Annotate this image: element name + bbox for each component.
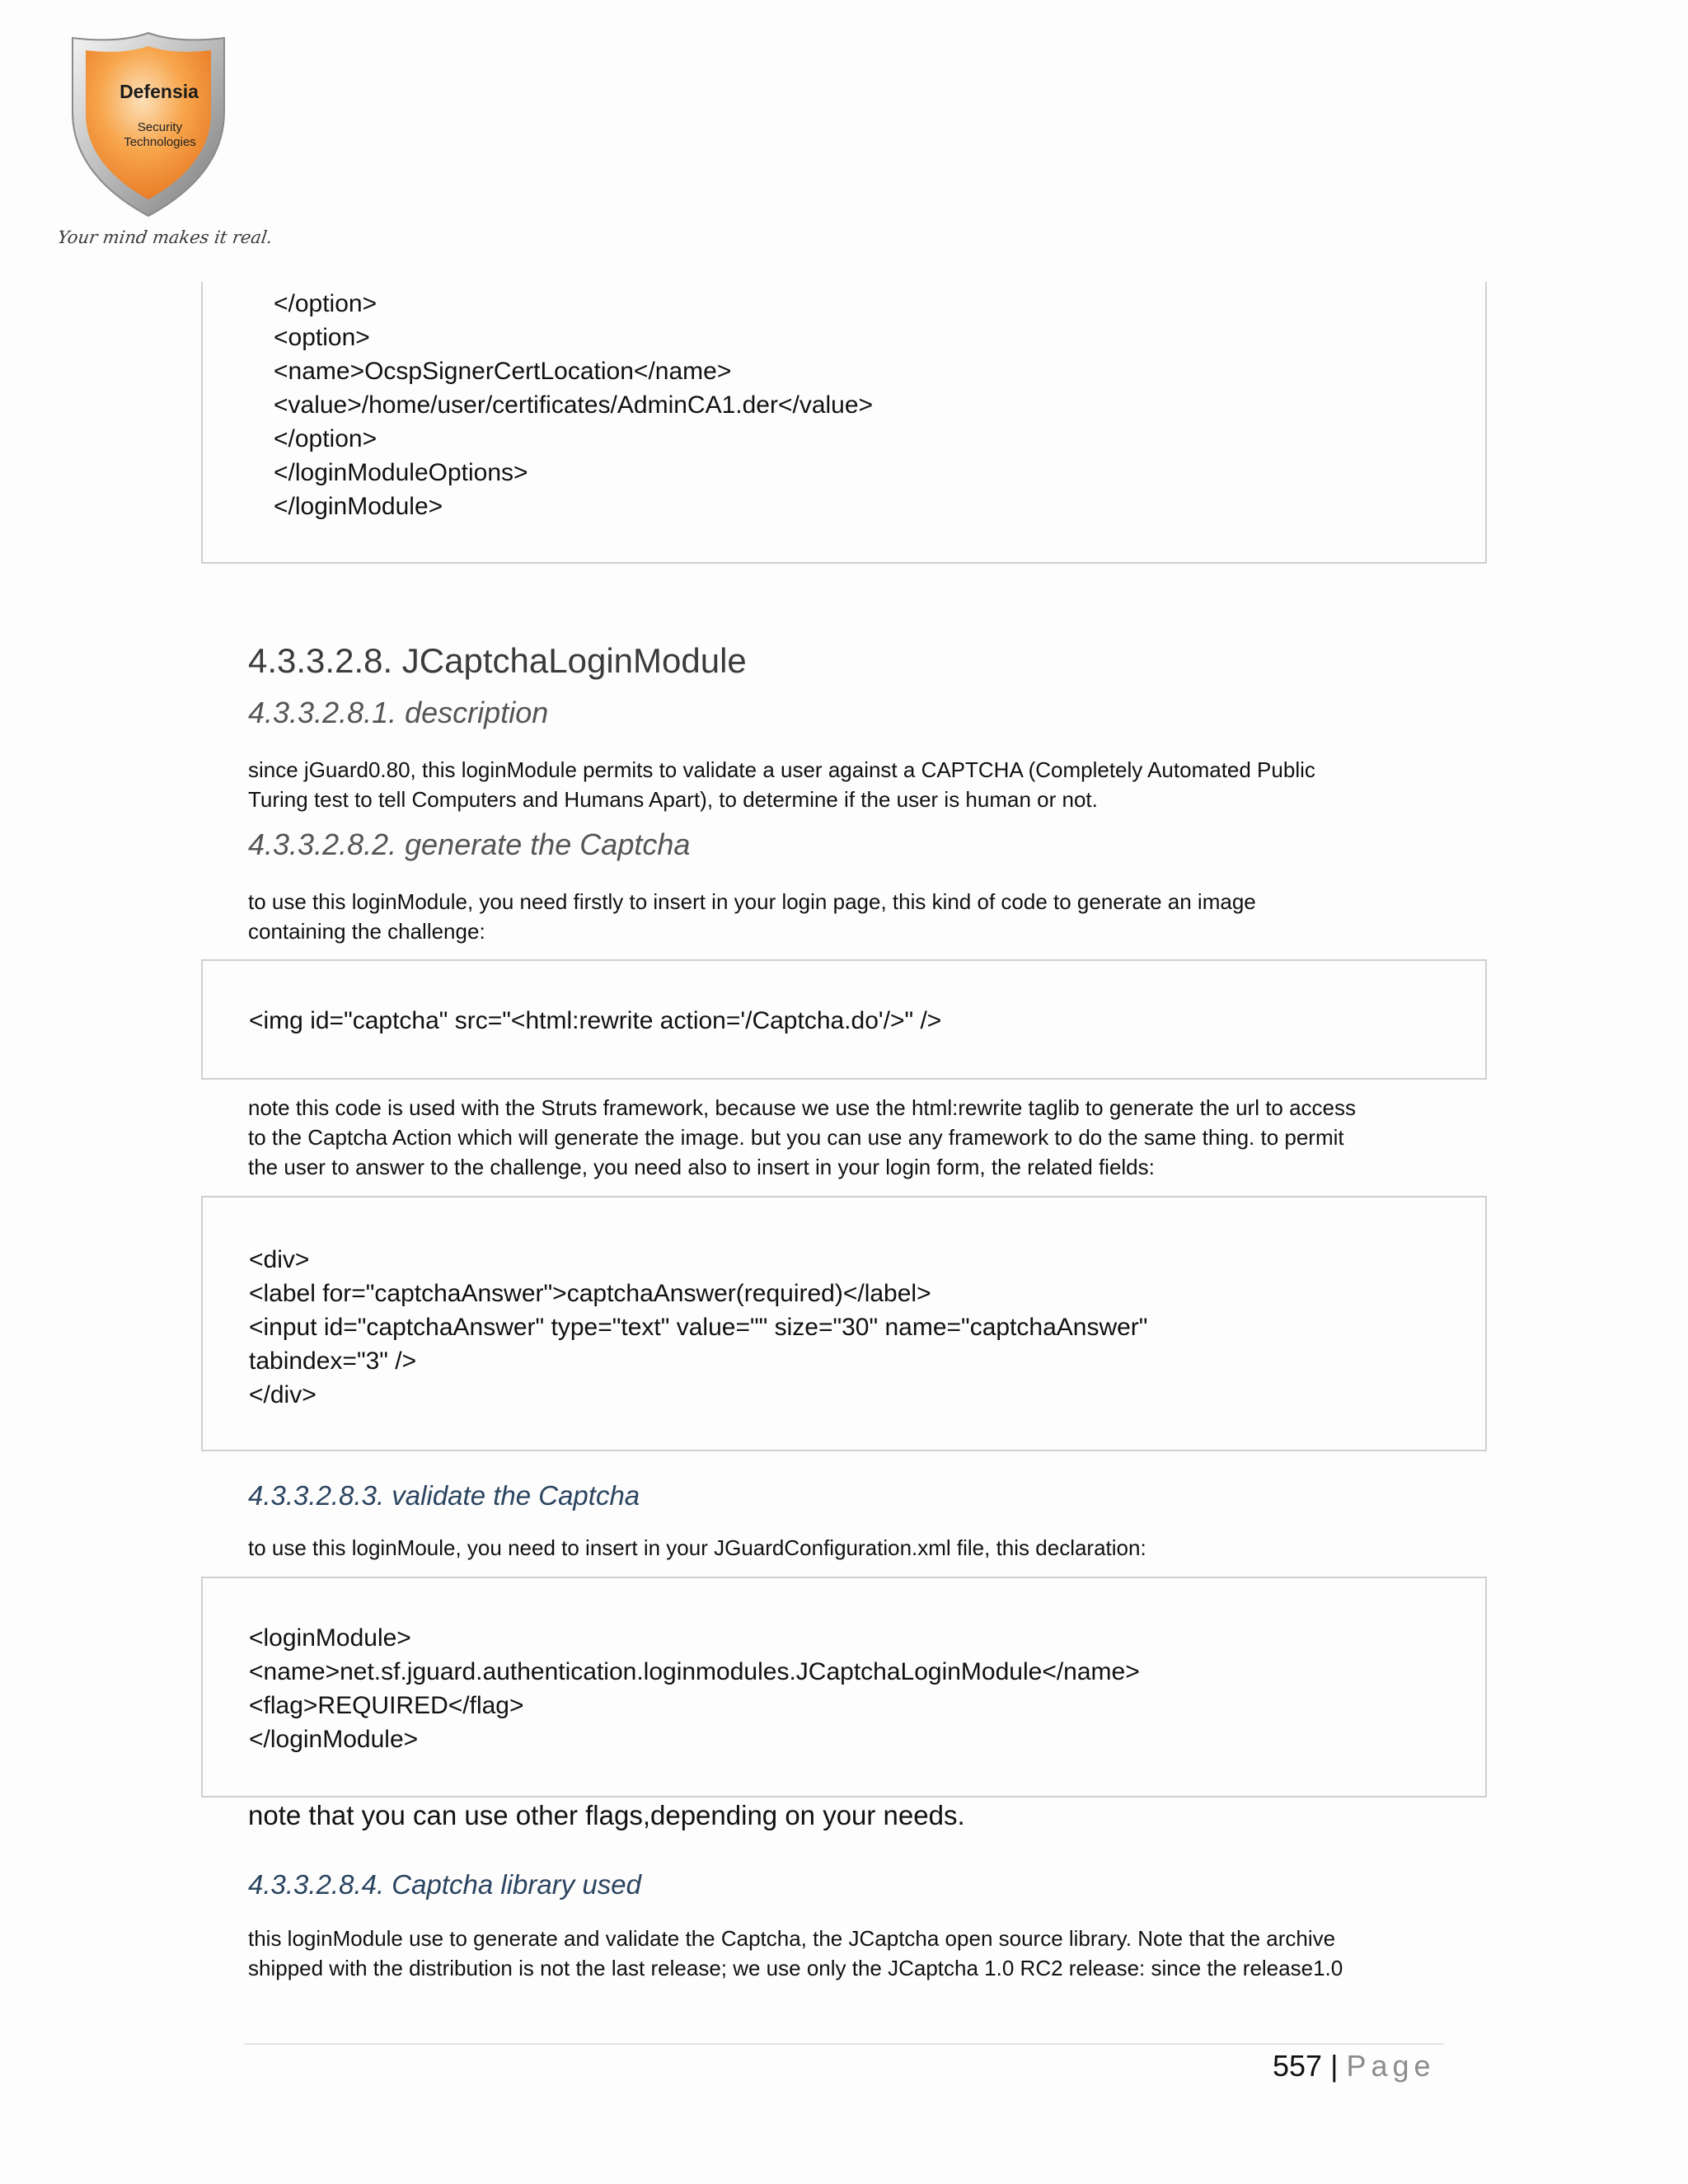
paragraph-line: Turing test to tell Computers and Humans Apart), to determine if the user is human or not. [248,787,1098,812]
logo-brand-name: Defensia [120,81,199,102]
code-line: <option> [274,324,370,351]
logo-subtitle [104,120,216,150]
code-line: <name>net.sf.jguard.authentication.loginmodules.JCaptchaLoginModule</name> [249,1658,1140,1685]
logo-slogan: Your mind makes it real. [56,227,274,247]
code-line: </loginModuleOptions> [274,459,528,486]
code-lines [249,1004,941,1038]
section-heading: 4.3.3.2.8. JCaptchaLoginModule [248,641,747,680]
code-line: <value>/home/user/certificates/AdminCA1.der</value> [274,391,874,419]
code-block-login-module-options [201,282,1487,564]
logo-subtitle-line2: Technologies [124,135,196,149]
code-line: </loginModule> [274,493,443,520]
paragraph-line: to use this loginModule, you need firstly to insert in your login page, this kind of code to generate an image [248,889,1256,914]
footer-divider [244,2043,1444,2045]
paragraph-line: containing the challenge: [248,919,485,944]
code-line: <img id="captcha" src="<html:rewrite action='/Captcha.do'/>" /> [249,1007,942,1034]
paragraph-line: note this code is used with the Struts framework, because we use the html:rewrite taglib to generate the url to access [248,1095,1357,1120]
description-paragraph [248,755,1460,814]
code-lines [274,287,873,523]
page-separator: | [1330,2049,1339,2083]
page-number: 557 [1273,2049,1323,2083]
code-line: <name>OcspSignerCertLocation</name> [274,358,732,385]
code-line: </option> [274,425,377,452]
code-lines [249,1243,1147,1412]
code-line: <label for="captchaAnswer">captchaAnswer(required)</label> [249,1280,931,1307]
code-line: <input id="captchaAnswer" type="text" value="" size="30" name="captchaAnswer" [249,1314,1148,1341]
captcha-library-heading: 4.3.3.2.8.4. Captcha library used [248,1869,641,1900]
code-line: tabindex="3" /> [249,1347,417,1375]
code-line: </option> [274,290,377,317]
code-line: </div> [249,1381,316,1408]
generate-captcha-heading: 4.3.3.2.8.2. generate the Captcha [248,827,691,861]
page-footer [1273,2049,1436,2083]
captcha-library-paragraph [248,1924,1460,1983]
paragraph-line: to the Captcha Action which will generate the image. but you can use any framework to do the same thing. to permit [248,1125,1344,1150]
generate-captcha-paragraph [248,887,1460,946]
paragraph-line: this loginModule use to generate and validate the Captcha, the JCaptcha open source library. Note that the archive [248,1926,1336,1951]
paragraph-line: shipped with the distribution is not the last release; we use only the JCaptcha 1.0 RC2 release: since the release1.0 [248,1956,1343,1980]
paragraph-line: the user to answer to the challenge, you need also to insert in your login form, the related fields: [248,1155,1155,1179]
code-block-captcha-img [201,959,1487,1080]
code-line: </loginModule> [249,1726,419,1753]
code-block-captcha-form [201,1196,1487,1451]
validate-captcha-heading: 4.3.3.2.8.3. validate the Captcha [248,1480,640,1511]
paragraph-line: to use this loginMoule, you need to insert in your JGuardConfiguration.xml file, this declaration: [248,1535,1146,1560]
struts-note-paragraph [248,1093,1460,1182]
page-label: Page [1346,2049,1436,2083]
paragraph-line: since jGuard0.80, this loginModule permits to validate a user against a CAPTCHA (Completely Automated Public [248,757,1315,782]
code-block-login-module-declaration [201,1577,1487,1797]
validate-captcha-paragraph [248,1533,1460,1563]
description-heading: 4.3.3.2.8.1. description [248,696,549,729]
code-line: <flag>REQUIRED</flag> [249,1692,524,1719]
code-lines [249,1621,1140,1756]
code-line: <loginModule> [249,1624,411,1652]
logo-subtitle-line1: Security [137,120,183,134]
code-line: <div> [249,1246,310,1273]
flags-note: note that you can use other flags,depending on your needs. [248,1800,965,1830]
company-logo [56,30,274,260]
